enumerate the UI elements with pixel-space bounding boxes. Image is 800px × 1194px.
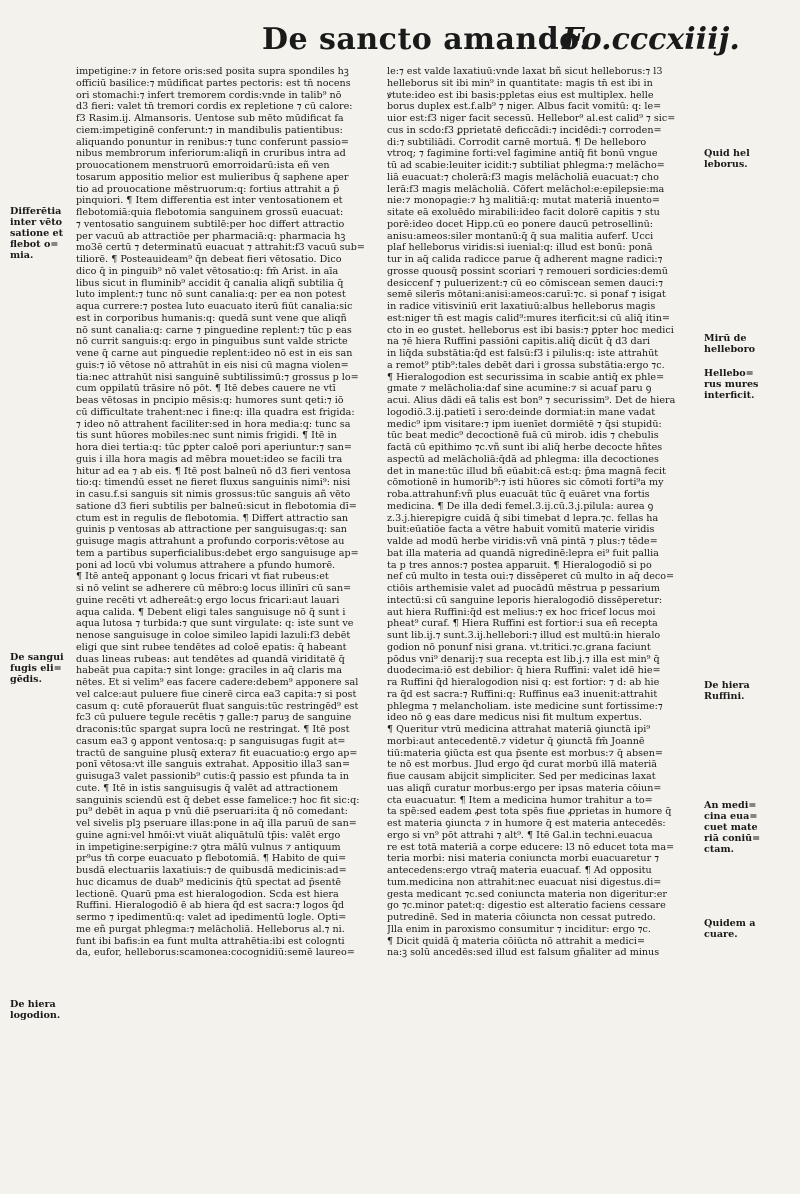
text-line: si nō velint se adherere cū mēbro:ꝯ locus illinīri cū san= [76, 583, 352, 594]
text-line: sanguinis sciendū est q̄ debet esse famelice:⁊ hoc fit sic:q: [76, 794, 360, 806]
text-line: uior est:f3 niger facit secessū. Hellebor⁹ al.est calid⁹ ⁊ sic= [387, 113, 676, 124]
text-line: liā euacuat:⁊ cholerā:f3 magis melācholiā euacuat:⁊ cho [387, 171, 659, 183]
text-line: bat illa materia ad quandā nigredinē:lepra ei⁹ fuit pallia [387, 547, 659, 559]
text-line: funt ibi bafis:in ea funt multa attrahētia:ibi est colognti [76, 935, 345, 947]
text-line: hitur ad ea ⁊ ab eis. ¶ Itē post balneū nō d3 fieri ventosa [76, 465, 351, 477]
text-line: tiū:materia ꝯiūcta est qua p̄sente est morbus:⁊ q̄ absen= [387, 747, 663, 759]
text-line: nō currit sanguis:q: ergo in pinguibus sunt valde stricte [76, 336, 348, 348]
text-line: impetigine:⁊ in fetore oris:sed posita supra spondiles h̄ꝫ [76, 66, 349, 77]
text-line: pu⁹ debēt in aqua p vnū diē pseruari:ita q̄ nō comedant: [76, 806, 348, 818]
text-line: ¶ Dicit quidā q̄ materia cōiūcta nō attrahit a medici= [387, 935, 646, 947]
text-line: cum oppilatū trāsire nō pōt. ¶ Itē debes cauere ne vtī [76, 383, 336, 395]
text-line: ctum est in regulis de flebotomia. ¶ Differt attractio san [76, 512, 349, 524]
text-line: porē:ideo docet Hipp.cū eo ponere daucū petrosellinū: [387, 218, 654, 230]
text-line: phlegma ⁊ melancholiam. iste medicine sunt fortissime:⁊ [387, 700, 663, 712]
text-line: vel calce:aut puluere fiue cinerē circa ea3 capita:⁊ si post [76, 688, 357, 700]
text-line: ⁊ ventosatio sanguinem subtilē:per hoc differt attractio [76, 218, 345, 230]
text-line: nētes. Et si velim⁹ eas facere cadere:debem⁹ apponere sal [76, 677, 359, 688]
text-line: aspectū ad melācholiā:q̄dā ad phlegma: illa decoctiones [387, 453, 659, 465]
text-line: tis sunt hūores mobiles:nec sunt nimis frigidi. ¶ Itē in [76, 430, 337, 442]
text-line: prouocationem menstruorū emorroidarū:ista eñ ven [76, 160, 330, 171]
margin-note-hiera-logodion: De hiera logodion. [10, 999, 61, 1021]
text-line: intectū:si cū sanguine leporis hieralogodiō dissēperetur: [387, 594, 663, 606]
margin-note-quid-helleborus: Quid hel leborus. [704, 148, 750, 170]
text-line: na:ꝫ solū ancedēs:sed illud est falsum gñaliter ad minus [387, 947, 660, 959]
text-line: semē silerīs mōtani:anisi:ameos:caruī:⁊c. si ponaf ⁊ isigat [387, 289, 666, 301]
margin-note-an-medicina: An medi= cina eua= cuet mate riā coniū= ctam. [704, 800, 761, 855]
right-text-column [387, 66, 695, 1166]
text-line: nie:⁊ monopagie:⁊ hꝫ malitiā:q: mutat materiā inuento= [387, 195, 660, 207]
text-line: busdā electuariis laxatiuis:⁊ de quibusdā medicinis:ad= [76, 865, 347, 876]
text-line: ¶ Hieralogodion est securissima in scabie antiq̄ ex phle= [387, 371, 665, 383]
text-line: godion nō ponunf nisi grana. vt.tritici.⁊c.grana faciunt [387, 641, 651, 653]
text-line: ideo nō ꝯ eas dare medicus nisi fit multum expertus. [387, 712, 643, 724]
text-line: vtroq; ⁊ fagimine forti:vel fagimine antiq̄ fit bonū vngue [387, 148, 658, 160]
margin-note-helleborus-mures: Hellebo= rus mures interficit. [704, 368, 759, 401]
text-line: pinquiori. ¶ Item differentia est inter ventosationem et [76, 195, 343, 207]
text-line: te nō est morbus. Jlud ergo q̄d curat morbū illā materiā [387, 759, 658, 771]
text-line: morbi:aut antecedentē.⁊ videtur q̄ ꝯiunctā fm̄ Joannē [387, 735, 645, 747]
text-line: aut hiera Ruffini:q̄d est melius:⁊ ex hoc fricef locus moi [387, 606, 656, 618]
text-line: f3 Rasim.ij. Almansoris. Uentose sub mēto mūdificat fa [76, 113, 344, 124]
text-line: beas vētosas in pncipio mēsis:q: humores sunt qeti:⁊ iō [76, 395, 344, 406]
text-line: tur in aq̄ calida radicce parue q̄ adherent magne radici:⁊ [387, 254, 663, 265]
text-line: desiccenf ⁊ puluerizent:⁊ cū eo cōmiscean semen dauci:⁊ [387, 277, 663, 289]
text-line: medicina. ¶ De illa dedi femel.3.ij.cū.3.j.pilula: aurea ꝯ [387, 500, 654, 512]
text-line: libus sicut in fluminib⁹ accidit q̄ canalia aliqñ subtilia q̄ [76, 277, 344, 289]
text-line: lectionē. Quarū pma est hieralogodion. Scḋa est hiera [76, 888, 339, 900]
text-line: medic⁹ ipm visitare:⁊ ipm iuenīet dormiētē ⁊ q̄si stupidū: [387, 418, 662, 430]
text-line: guis:⁊ iō vētose nō attrahūt in eis nisi cū magna violen= [76, 359, 349, 371]
text-line: habeāt pua capita:⁊ sint longe: graciles in aq̄ claris ma [76, 665, 342, 677]
text-line: luto implent:⁊ tunc nō sunt canalia:q: per ea non potest [76, 289, 346, 301]
text-line: tio ad prouocatione mēstruorum:q: fortius attrahit a p̄ [76, 183, 340, 195]
text-line: gmate ⁊ melācholia:daf sine acumine:⁊ si acuaf paru ꝯ [387, 383, 652, 395]
text-line: tio:q: timendū esset ne fieret fluxus sanguinis nimi⁹: nisi [76, 477, 351, 489]
text-line: da, eufor, helleborus:scamonea:cocognidiū:semē laureo= [76, 947, 355, 959]
text-line: tum.medicina non attrahit:nec euacuat nisi digestus.di= [387, 876, 662, 888]
text-line: ta spē:sed eadem ꝓest tota spēs fiue ꝓprietas in humore q̄ [387, 806, 672, 818]
text-line: logodiō.3.ij.patietī i sero:deinde dormiat:in mane vadat [387, 406, 656, 418]
text-line: sermo ⁊ ipedimentū:q: valet ad ipedimentū logle. Opti= [76, 912, 347, 923]
text-line: est materia ꝯiuncta ⁊ in humore q̄ est materia antecedēs: [387, 818, 666, 829]
margin-note-sanguisuga: De sangui fugis eli= gēdis. [10, 652, 64, 685]
text-line: ergo si vn⁹ pōt attrahi ⁊ alt⁹. ¶ Itē Gal.in techni.euacua [387, 829, 653, 841]
text-line: d3 fieri: valet tn̄ tremori cordis ex repletione ⁊ cū calore: [76, 101, 353, 113]
text-line: valde ad modū herbe viridis:vñ vnā pintā ⁊ plus:⁊ tēde= [387, 536, 658, 547]
text-line: est:niger tn̄ est magis calid⁹:mures iterficit:si cū aliq̄ itin= [387, 312, 670, 324]
text-line: putredinē. Sed in materia cōiuncta non cessat putredo. [387, 912, 656, 923]
margin-note-mirum: Mirū de helleboro [704, 333, 756, 355]
text-line: duodecima:iō est debilior: q̄ hiera Ruffini: valet idē hie= [387, 665, 661, 677]
text-line: ¶ Itē anteq̄ apponant ꝯ locus fricari vt fiat rubeus:et [76, 571, 329, 583]
text-line: draconis:tūc spargat supra locū ne restringat. ¶ Itē post [76, 724, 350, 735]
text-line: nibus membrorum inferiorum:aliqñ in cruribus intra ad [76, 148, 346, 160]
text-line: ra Ruffini q̄d hieralogodion nisi q: est fortior: ⁊ d: ab hie [387, 677, 660, 688]
text-line: na ⁊ē hiera Ruffini passiōni capitis.aliq̄ dicūt q̄ d3 dari [387, 336, 651, 348]
text-line: borus duplex est.f.alb⁹ ⁊ niger. Albus facit vomitū: q: le= [387, 101, 662, 113]
text-line: plaf helleborus viridis:si iuenial:q: illud est bonū: ponā [387, 242, 653, 254]
text-line: Jlla enim in paroxismo consumitur ⁊ inciditur: ergo ⁊c. [387, 923, 651, 935]
text-line: tiliorē. ¶ Posteauideam⁹ q̄n debeat fieri vētosatio. Dico [76, 254, 342, 265]
text-line: sunt lib.ij.⁊ sunt.3.ij.hellebori:⁊ illud est multū:in hieralo [387, 630, 661, 641]
text-line: eligi que sint rubee tendētes ad coloē epatis: q̄ habeant [76, 641, 347, 653]
text-line: poni ad locū vbi volumus attrahere a pfundo humorē. [76, 559, 336, 571]
text-line: pr⁹us tn̄ corpe euacuato p flebotomiā. ¶ Habito de qui= [76, 853, 347, 865]
text-line: aqua currere:⁊ postea luto euacuato iterū fiūt canalia:sic [76, 301, 353, 312]
text-line: guinis p ventosas ab attractione per sanguisugas:q: san [76, 524, 347, 536]
text-line: dico q̄ in pinguib⁹ nō valet vētosatio:q: fm̄ Arist. in aīa [76, 265, 339, 277]
text-line: in impetigine:serpigine:⁊ ꝯtra mālū vulnus ⁊ antiquum [76, 841, 341, 853]
text-line: a remot⁹ ptib⁹:tales debēt dari i grossa substātia:ergo ⁊c. [387, 359, 665, 371]
text-line: ¶ Queritur vtrū medicina attrahat materiā ꝯiunctā ipi⁹ [387, 724, 651, 735]
text-line: in radice vitisviniū erit laxatiuū:albus helleborus magis [387, 301, 656, 312]
text-line: cto in eo gustet. helleborus est ibi basis:⁊ ꝑpter hoc medici [387, 324, 674, 336]
text-line: me eñ purgat phlegma:⁊ melācholiā. Helleborus al.⁊ ni. [76, 923, 345, 935]
text-line: sitate eā exoluēdo mirabili:ideo facit dolorē capitis ⁊ stu [387, 207, 660, 218]
text-line: satione d3 fieri subtilis per balneū:sicut in flebotomia dī= [76, 500, 357, 512]
text-line: ꝟtute:ideo est ibi basis:ppletas eius est multiplex. helle [387, 89, 654, 101]
text-line: ⁊ ideo nō attrahent faciliter:sed in hora media:q: tunc sa [76, 418, 351, 430]
text-line: per vacuū ab attractiōe per pharmaciā:q: pharmacia hꝫ [76, 230, 346, 242]
text-line: lerā:f3 magis melācholiā. Cōfert melāchol:e:epilepsie:ma [387, 183, 665, 195]
text-line: nō sunt canalia:q: carne ⁊ pinguedine replent:⁊ tūc p eas [76, 324, 352, 336]
text-line: hora diei tertia:q: tūc ꝑpter caloē pori aperiuntur:⁊ san= [76, 442, 352, 453]
text-line: tem a partibus superficialibus:debet ergo sanguisuge ap= [76, 547, 359, 559]
text-line: est in corporibus humanis:q: quedā sunt vene que aliqñ [76, 312, 347, 324]
text-line: aliquando ponuntur in renibus:⁊ tunc conferunt passio= [76, 136, 349, 148]
text-line: cōmotionē in humorib⁹:⁊ isti hūores sic cōmoti forti⁹a my [387, 477, 664, 489]
text-line: vel sivelis plꝫ pseruare illas:pone in aq̄ illa paruū de san= [76, 818, 357, 829]
text-line: officiū basilice:⁊ mūdificat partes pectoris: est tn̄ nocens [76, 77, 351, 89]
text-line: guine recēti vt adhereāt:ꝯ ergo locus fricari:aut lauari [76, 594, 340, 606]
text-line: acui. Alius dādi eā talis est bon⁹ ⁊ securissim⁹. Det de hiera [387, 395, 676, 406]
running-title: De sancto amando. [262, 22, 591, 57]
text-line: mo3ē certū ⁊ determinatū euacuat ⁊ attrahit:f3 vacuū sub= [76, 242, 365, 254]
text-line: aqua lutosa ⁊ turbida:⁊ que sunt virgulate: q: iste sunt ve [76, 618, 354, 630]
text-line: cū difficultate trahent:nec i fine:q: illa quadra est frigida: [76, 406, 355, 418]
text-line: ta p tres annos:⁊ postea apparuit. ¶ Hieralogodiō si po [387, 559, 652, 571]
folio-number: Fo.cccxiiij. [562, 22, 740, 57]
text-line: casum ea3 ꝯ appont ventosa:q: p sanguisugas fugit at= [76, 735, 346, 747]
text-line: helleborus sit ibi min⁹ in quantitate: magis tn̄ est ibi in [387, 77, 653, 89]
text-line: pheat⁹ curaf. ¶ Hiera Ruffini est fortior:i sua eñ recepta [387, 618, 658, 630]
text-line: grosse quousq̄ possint scoriari ⁊ remoueri sordicies:demū [387, 265, 668, 277]
text-line: det in mane:tūc illud bñ eūabit:cā est:q: p̄ma magnā fecit [387, 465, 666, 477]
text-line: uas aliqñ curatur morbus:ergo per ipsas materia cōiun= [387, 782, 662, 794]
text-line: roba.attrahunf:vñ plus euacuāt tūc q̄ euāret vna fortis [387, 489, 650, 500]
text-line: nenose sanguisuge in coloe simileo lapidi lazuli:f3 debēt [76, 630, 351, 641]
text-line: cute. ¶ Itē in istis sanguisugis q̄ valēt ad attractionem [76, 782, 339, 794]
text-line: Ruffini. Hieralogodiō ē ab hiera q̄d est sacra:⁊ logos q̄d [76, 900, 344, 912]
text-line: fc3 cū puluere tegule recētis ⁊ galle:⁊ paruȝ de sanguine [76, 712, 352, 724]
text-line: ori stomachi:⁊ infert tremorem cordis:vnde in talib⁹ nō [76, 89, 342, 101]
text-line: ra q̄d est sacra:⁊ Ruffini:q: Ruffinus ea3 inuenit:attrahit [387, 688, 658, 700]
margin-note-hiera-ruffini: De hiera Ruffini. [704, 680, 750, 702]
text-line: fiue causam abijcit simpliciter. Sed per medicinas laxat [387, 771, 656, 782]
text-line: guine agni:vel hmōi:vt viuāt aliquātulū tp̄is: valēt ergo [76, 829, 341, 841]
margin-note-differentia: Differētia inter vēto satione et flebot o= mia. [10, 206, 64, 261]
text-line: buit:eūatiōe facta a vētre habuit vomitū materie viridis [387, 524, 655, 536]
text-line: tosarum appositio melior est mulieribus q̄ saphene aper [76, 171, 349, 183]
text-line: aqua calida. ¶ Debent eligi tales sanguisuge nō q̄ sunt i [76, 606, 346, 618]
text-line: ctiōis arthemisie valet ad puocādū mēstrua p pessarium [387, 583, 660, 594]
text-line: tractū de sanguine plusq̄ extera⁊ fit euacuatio:ꝯ ergo ap= [76, 747, 358, 759]
page-header [0, 18, 800, 64]
text-line: di:⁊ subtiliādi. Corrodit carnē mortuā. ¶ De helleboro [387, 136, 647, 148]
text-line: tia:nec attrahūt nisi sanguinē subtilissimū:⁊ grossus p lo= [76, 371, 359, 383]
text-line: pōdus vni⁹ denarij:⁊ sua recepta est lib.j.⁊ illa est min⁹ q̄ [387, 653, 660, 665]
text-line: z.3.j.hierepigre cuidā q̄ sibi timebat d̄ lepra.⁊c. fellas ha [387, 512, 659, 524]
text-line: re est totā materiā a corpe educere: l3 nō educet tota ma= [387, 841, 675, 853]
text-line: antecedens:ergo vtraq̄ materia euacuaf. ¶ Ad oppositu [387, 865, 652, 876]
text-line: flebotomiā:quia flebotomia sanguinem grossū euacuat: [76, 207, 344, 218]
text-line: nef cū multo in testa oui:⁊ dissēperet cū multo in aq̄ deco= [387, 571, 675, 583]
text-line: anisu:ameos:siler montanū:q̄ q̄ sua malitia auferf. Ucci [387, 230, 654, 242]
text-line: go ⁊c.minor patet:q: digestio est alteratio faciens cessare [387, 900, 666, 912]
text-line: huc dicamus de duab⁹ medicinis q̄tū spectat ad p̄sentē [76, 876, 342, 888]
text-line: cta euacuatur. ¶ Item a medicina humor trahitur a to= [387, 794, 653, 806]
text-line: cus in scḋo:f3 ꝑprietatē deficcādi:⁊ incidēdi:⁊ corroden= [387, 124, 662, 136]
text-line: tū ad scabie:leuiter icidit:⁊ subtiliat phlegma:⁊ melācho= [387, 160, 665, 171]
text-line: ponī vētosa:vt ille sanguis extrahat. Appositio illa3 san= [76, 759, 351, 771]
text-line: duas lineas rubeas: aut tendētes ad quandā viriditatē q̄ [76, 653, 345, 665]
text-line: guisuga3 valet passionib⁹ cutis:q̄ passio est pfunda ta in [76, 771, 349, 782]
text-line: vene q̄ carne aut pinguedie replent:ideo nō est in eis san [76, 348, 353, 359]
margin-note-quidem: Quidem a cuare. [704, 918, 756, 940]
text-line: factā cū epithimo ⁊c.vñ sunt ibi aliq̄ herbe decocte hñtes [387, 442, 663, 453]
left-text-column [76, 66, 379, 1166]
text-line: in casu.f.si sanguis sit nimis grossus:tūc sanguis añ vēto [76, 489, 351, 500]
text-line: le:⁊ est valde laxatiuū:vnde laxat bñ sicut helleborus:⁊ l3 [387, 66, 663, 77]
text-line: tūc beat medic⁹ decoctionē fuā cū mirob. idis ⁊ chebulis [387, 430, 659, 442]
text-line: in liq̄da substātia:q̄d est falsū:f3 i pilulis:q: iste attrahūt [387, 348, 659, 359]
text-line: casum q: cutē pforauerūt fluat sanguis:tūc restringēd⁹ est [76, 700, 359, 712]
text-line: teria morbi: nisi materia coniuncta morbi euacuaretur ⁊ [387, 853, 659, 865]
text-line: guisuge magis attrahunt a profundo corporis:vētose au [76, 536, 345, 547]
text-line: guis i illa hora magis ad mēbra mouet:ideo se facili tra [76, 453, 343, 465]
text-line: gesta medicant ⁊c.sed coniuncta materia non digeritur:er [387, 888, 668, 900]
text-line: ciem:impetiginē conferunt:⁊ in mandibulis patientibus: [76, 124, 343, 136]
